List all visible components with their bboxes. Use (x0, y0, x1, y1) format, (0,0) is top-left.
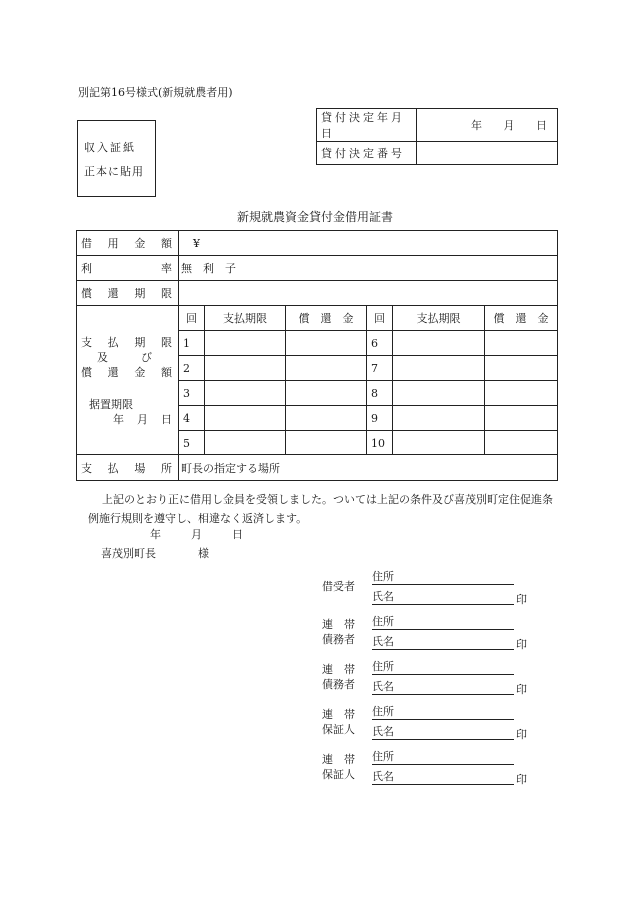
name-field[interactable] (372, 681, 514, 695)
label-char: 支 (81, 336, 92, 349)
amount-cell[interactable] (485, 381, 557, 406)
label-char: 用 (107, 237, 119, 250)
deferral-year: 年 (113, 413, 124, 426)
amount-cell[interactable] (485, 356, 557, 381)
label-char: 及 (97, 351, 108, 364)
address-label: 住所 (372, 615, 394, 628)
decision-date-label: 貸付決定年月日 (317, 109, 417, 142)
due-date-cell[interactable] (205, 406, 286, 431)
amount-cell[interactable] (485, 331, 557, 356)
installment-number: 6 (367, 331, 393, 356)
signing-day: 日 (232, 528, 243, 541)
col-header-no: 回 (179, 306, 205, 331)
label-char: 還 (107, 366, 119, 379)
col-header-amount: 償 還 金 (286, 306, 367, 331)
label-char: 額 (160, 237, 172, 250)
name-label: 氏名 (372, 725, 394, 738)
label-char: 金 (134, 366, 146, 379)
address-field[interactable] (372, 616, 514, 630)
label-char: 還 (107, 287, 119, 300)
col-header-amount: 償 還 金 (485, 306, 557, 331)
installment-number: 9 (367, 406, 393, 431)
decision-number-label: 貸付決定番号 (317, 142, 417, 165)
schedule-label-line3 (81, 364, 172, 380)
seal-mark: 印 (516, 728, 527, 741)
repayment-schedule (77, 306, 557, 455)
form-number-label: 別記第16号様式(新規就農者用) (78, 86, 233, 99)
label-char: 金 (134, 237, 146, 250)
installment-number: 4 (179, 406, 205, 431)
stamp-box-line1: 収入証紙 (84, 141, 136, 154)
interest-rate-value: 無 利 子 (181, 262, 236, 275)
label-char: 場 (134, 461, 146, 475)
decision-day-label: 日 (536, 119, 547, 132)
loan-certificate-table (76, 230, 558, 481)
payment-place-label (77, 455, 179, 480)
seal-mark: 印 (516, 683, 527, 696)
installment-number: 10 (367, 431, 393, 455)
label-char: 償 (81, 366, 92, 379)
addressee-name: 喜茂別町長 (101, 547, 156, 560)
yen-sign: ¥ (193, 236, 200, 250)
address-field[interactable] (372, 661, 514, 675)
label-char: 支 (81, 461, 92, 475)
deferral-label (89, 396, 172, 412)
amount-cell[interactable] (485, 431, 557, 455)
seal-mark: 印 (516, 773, 527, 786)
name-field[interactable] (372, 636, 514, 650)
due-date-cell[interactable] (205, 356, 286, 381)
label-char: 払 (107, 461, 119, 475)
joint-debtor-block (322, 661, 532, 701)
address-label: 住所 (372, 660, 394, 673)
address-label: 住所 (372, 705, 394, 718)
installment-number: 1 (179, 331, 205, 356)
amount-cell[interactable] (286, 431, 367, 455)
payment-place-value: 町長の指定する場所 (181, 461, 280, 475)
deferral-date (113, 411, 172, 427)
address-label: 住所 (372, 750, 394, 763)
schedule-grid (179, 306, 557, 454)
name-field[interactable] (372, 591, 514, 605)
label-char: び (141, 351, 152, 364)
label-char: 期 (134, 336, 146, 349)
label-char: 利 (81, 262, 92, 275)
loan-amount-label (77, 231, 179, 255)
party-role: 連 帯 債務者 (322, 618, 355, 646)
installment-number: 5 (179, 431, 205, 455)
joint-guarantor-block (322, 706, 532, 746)
decision-number-field[interactable] (417, 142, 558, 165)
schedule-label (77, 306, 179, 454)
repayment-term-row (77, 281, 557, 306)
joint-guarantor-block (322, 751, 532, 791)
interest-rate-row (77, 256, 557, 281)
addressee (101, 545, 209, 561)
label-char: 限 (160, 287, 172, 300)
name-label: 氏名 (372, 590, 394, 603)
address-field[interactable] (372, 571, 514, 585)
address-field[interactable] (372, 751, 514, 765)
amount-cell[interactable] (286, 381, 367, 406)
col-header-due: 支払期限 (205, 306, 286, 331)
party-role: 連 帯 保証人 (322, 708, 355, 736)
schedule-label-line1 (81, 334, 172, 350)
loan-amount-field[interactable] (179, 231, 557, 255)
signing-year: 年 (150, 528, 161, 541)
declaration-text: 上記のとおり正に借用し金員を受領しました。ついては上記の条件及び喜茂別町定住促進条例施行規則を遵守し、相違なく返済します。 (88, 493, 553, 525)
name-label: 氏名 (372, 635, 394, 648)
installment-number: 3 (179, 381, 205, 406)
due-date-cell[interactable] (393, 406, 485, 431)
signing-date (150, 526, 243, 542)
stamp-box-line2: 正本に貼用 (84, 165, 144, 178)
label-char: 期 (134, 287, 146, 300)
party-role: 借受者 (322, 580, 355, 593)
address-field[interactable] (372, 706, 514, 720)
label-char: 限 (160, 336, 172, 349)
amount-cell[interactable] (286, 331, 367, 356)
document-title: 新規就農資金貸付金借用証書 (236, 210, 393, 224)
due-date-cell[interactable] (393, 431, 485, 455)
party-role: 連 帯 保証人 (322, 753, 355, 781)
name-field[interactable] (372, 726, 514, 740)
deferral-label-text: 据置期限 (89, 398, 133, 411)
borrower-block (322, 571, 532, 611)
seal-mark: 印 (516, 638, 527, 651)
payment-place-row (77, 455, 557, 480)
decision-month-label: 月 (503, 119, 515, 132)
installment-number: 8 (367, 381, 393, 406)
loan-amount-row (77, 231, 557, 256)
schedule-label-line2 (97, 349, 152, 365)
deferral-day: 日 (161, 413, 172, 426)
label-char: 額 (160, 366, 172, 379)
name-label: 氏名 (372, 770, 394, 783)
name-label: 氏名 (372, 680, 394, 693)
due-date-cell[interactable] (393, 331, 485, 356)
amount-cell[interactable] (286, 406, 367, 431)
installment-number: 7 (367, 356, 393, 381)
revenue-stamp-box (77, 120, 156, 197)
party-role: 連 帯 債務者 (322, 663, 355, 691)
label-char: 所 (160, 461, 172, 475)
address-label: 住所 (372, 570, 394, 583)
due-date-cell[interactable] (205, 381, 286, 406)
label-char: 率 (161, 262, 172, 275)
amount-cell[interactable] (485, 406, 557, 431)
due-date-cell[interactable] (393, 381, 485, 406)
due-date-cell[interactable] (393, 356, 485, 381)
label-char: 借 (81, 237, 92, 250)
col-header-no: 回 (367, 306, 393, 331)
col-header-due: 支払期限 (393, 306, 485, 331)
signing-month: 月 (191, 528, 202, 541)
addressee-honorific: 様 (198, 547, 209, 560)
label-char: 払 (107, 336, 119, 349)
due-date-cell[interactable] (205, 331, 286, 356)
decision-date-field[interactable] (417, 109, 558, 142)
label-char: 償 (81, 287, 92, 300)
installment-number: 2 (179, 356, 205, 381)
loan-decision-table (316, 108, 558, 165)
interest-rate-label (77, 256, 179, 280)
decision-year-label: 年 (471, 119, 482, 132)
repayment-term-field[interactable] (179, 281, 557, 305)
amount-cell[interactable] (286, 356, 367, 381)
seal-mark: 印 (516, 593, 527, 606)
due-date-cell[interactable] (205, 431, 286, 455)
joint-debtor-block (322, 616, 532, 656)
repayment-term-label (77, 281, 179, 305)
name-field[interactable] (372, 771, 514, 785)
deferral-month: 月 (137, 413, 148, 426)
